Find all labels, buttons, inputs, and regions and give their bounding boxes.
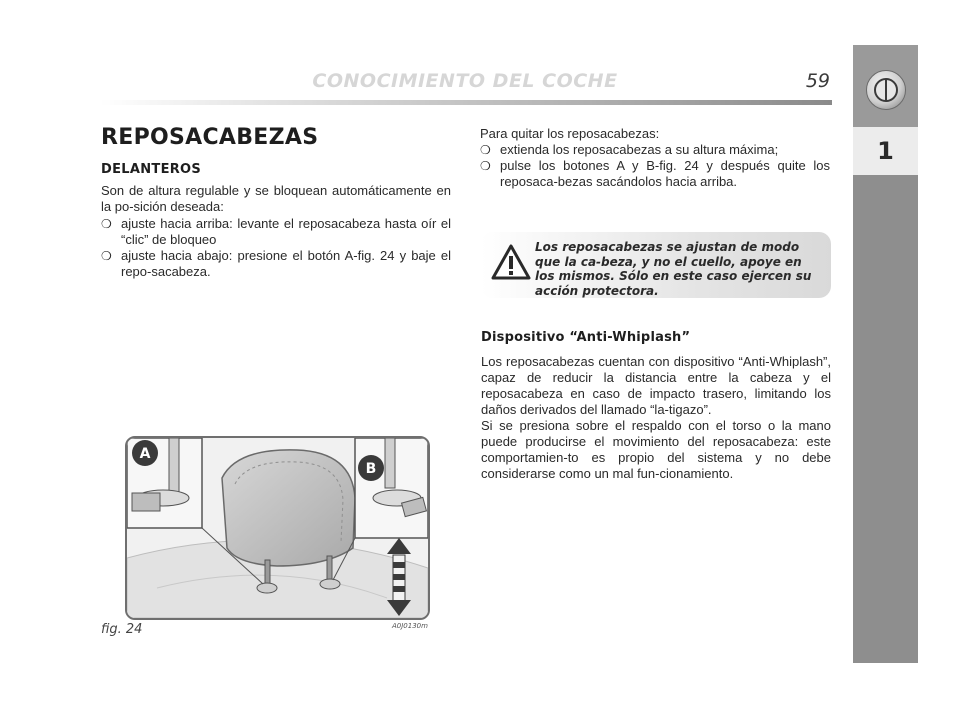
badge-divider (885, 80, 887, 100)
removal-instructions (480, 126, 830, 190)
section-title: REPOSACABEZAS (101, 125, 319, 150)
headrest-shape (222, 450, 355, 566)
figure-label-a: A (139, 446, 151, 462)
list-item (101, 216, 451, 248)
chapter-number[interactable]: 1 (853, 127, 918, 175)
headrest-figure (125, 436, 430, 620)
headrest-illustration (127, 438, 428, 618)
anti-whiplash-paragraph-1: Los reposacabezas cuentan con dispositivo “Anti-Whiplash”, capaz de reducir la distancia entre la cabeza y el reposacabeza en caso de impacto trasero, limitando los daños derivados del llamado “la-tigazo”. (481, 354, 831, 417)
adjust-bullet-list (101, 216, 451, 280)
list-item (101, 248, 451, 280)
running-head: CONOCIMIENTO DEL COCHE (312, 70, 618, 92)
list-item (480, 158, 830, 190)
list-item (480, 142, 830, 158)
bullet-circle-icon: ❍ (101, 249, 112, 263)
intro-paragraph: Son de altura regulable y se bloquean automáticamente en la po-sición deseada: (101, 183, 451, 214)
bullet-circle-icon: ❍ (101, 217, 112, 231)
bullet-circle-icon: ❍ (480, 159, 491, 173)
warning-triangle-icon (491, 244, 531, 280)
removal-intro: Para quitar los reposacabezas: (480, 126, 660, 141)
figure-caption: fig. 24 (101, 622, 143, 637)
bullet-circle-icon: ❍ (480, 143, 491, 157)
warning-text: Los reposacabezas se ajustan de modo que la ca-beza, y no el cuello, apoye en los mismos. Sólo en este caso ejercen su acción protectora. (535, 240, 812, 298)
header-rule (100, 100, 832, 105)
section-subtitle: DELANTEROS (101, 162, 202, 177)
bullet-text: extienda los reposacabezas a su altura máxima; (500, 142, 779, 157)
figure-code: A0J0130m (392, 622, 428, 630)
page-number: 59 (805, 70, 830, 92)
bullet-text: pulse los botones A y B-fig. 24 y después quite los reposaca-bezas sacándolos hacia arriba. (500, 158, 830, 189)
anti-whiplash-heading: Dispositivo “Anti-Whiplash” (481, 330, 691, 345)
bullet-text: ajuste hacia abajo: presione el botón A-fig. 24 y baje el repo-sacabeza. (121, 248, 451, 279)
bullet-text: ajuste hacia arriba: levante el reposacabeza hasta oír el “clic” de bloqueo (121, 216, 451, 247)
anti-whiplash-body (481, 354, 831, 482)
anti-whiplash-paragraph-2: Si se presiona sobre el respaldo con el torso o la mano puede producirse el movimiento del reposacabeza: este comportamien-to es propio del sistema y no debe considerarse como un mal fun-cionamiento. (481, 418, 831, 481)
figure-label-b: B (365, 461, 377, 477)
